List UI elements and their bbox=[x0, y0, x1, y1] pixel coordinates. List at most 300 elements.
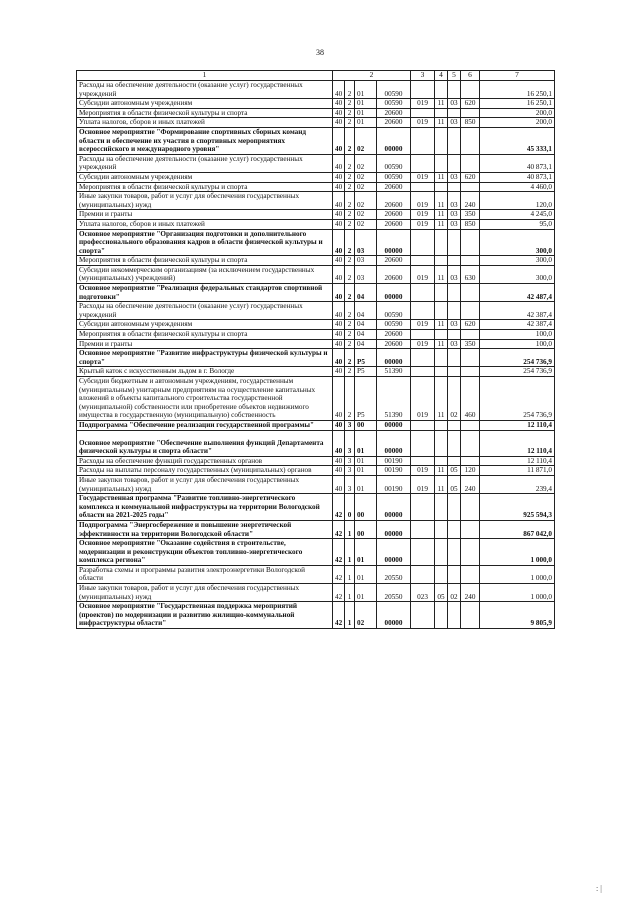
code-subsection bbox=[448, 108, 461, 118]
code-ministry: 019 bbox=[411, 339, 435, 349]
code-direction: 00000 bbox=[377, 494, 411, 521]
row-name: Подпрограмма "Энергосбережение и повышение энергетической эффективности на территории Вологодской области" bbox=[77, 520, 333, 538]
row-name: Субсидии автономным учреждениям bbox=[77, 99, 333, 109]
code-direction: 20600 bbox=[377, 192, 411, 210]
code-section bbox=[435, 539, 448, 566]
code-direction: 20600 bbox=[377, 108, 411, 118]
code-measure: 02 bbox=[355, 192, 377, 210]
code-subsection bbox=[448, 182, 461, 192]
row-amount: 16 250,1 bbox=[480, 81, 555, 99]
code-subsection bbox=[448, 127, 461, 154]
code-section: 11 bbox=[435, 377, 448, 421]
code-subsection: 05 bbox=[448, 466, 461, 476]
code-direction: 00000 bbox=[377, 349, 411, 367]
table-row bbox=[77, 565, 555, 583]
code-expense-type bbox=[461, 456, 480, 466]
code-section: 11 bbox=[435, 210, 448, 220]
code-direction: 20550 bbox=[377, 565, 411, 583]
code-program: 40 bbox=[333, 256, 345, 266]
row-amount: 200,0 bbox=[480, 118, 555, 128]
code-ministry: 019 bbox=[411, 466, 435, 476]
code-direction: 00590 bbox=[377, 172, 411, 182]
table-row bbox=[77, 539, 555, 566]
row-name: Основное мероприятие "Формирование спортивных сборных команд области и обеспечение их участия в спортивных мероприятиях всероссийского и международного уровня" bbox=[77, 127, 333, 154]
code-subprogram: 2 bbox=[345, 320, 355, 330]
code-subprogram: 1 bbox=[345, 584, 355, 602]
code-program: 40 bbox=[333, 420, 345, 430]
code-measure: 03 bbox=[355, 265, 377, 283]
code-expense-type bbox=[461, 420, 480, 430]
row-name: Расходы на выплаты персоналу государственных (муниципальных) органов bbox=[77, 466, 333, 476]
code-subsection bbox=[448, 430, 461, 456]
code-ministry bbox=[411, 127, 435, 154]
table-row bbox=[77, 320, 555, 330]
row-name: Государственная программа "Развитие топливно-энергетического комплекса и коммунальной инфраструктуры на территории Вологодской области на 2021-2025 годы" bbox=[77, 494, 333, 521]
code-measure: 00 bbox=[355, 420, 377, 430]
code-program: 42 bbox=[333, 494, 345, 521]
code-section: 05 bbox=[435, 584, 448, 602]
code-section: 11 bbox=[435, 475, 448, 493]
table-row bbox=[77, 520, 555, 538]
code-expense-type bbox=[461, 330, 480, 340]
code-subprogram: 2 bbox=[345, 182, 355, 192]
table-row bbox=[77, 118, 555, 128]
code-ministry bbox=[411, 256, 435, 266]
code-section bbox=[435, 108, 448, 118]
row-amount: 11 871,0 bbox=[480, 466, 555, 476]
code-subprogram: 2 bbox=[345, 302, 355, 320]
code-section bbox=[435, 229, 448, 256]
table-header-row bbox=[77, 71, 555, 81]
code-direction: 00590 bbox=[377, 302, 411, 320]
code-expense-type bbox=[461, 349, 480, 367]
table-row bbox=[77, 302, 555, 320]
code-subsection: 02 bbox=[448, 584, 461, 602]
row-name: Расходы на обеспечение функций государственных органов bbox=[77, 456, 333, 466]
row-amount: 300,0 bbox=[480, 229, 555, 256]
code-section: 11 bbox=[435, 219, 448, 229]
code-direction: 20600 bbox=[377, 265, 411, 283]
table-row bbox=[77, 602, 555, 629]
code-expense-type bbox=[461, 539, 480, 566]
code-measure: 01 bbox=[355, 584, 377, 602]
table-row bbox=[77, 182, 555, 192]
row-name: Премии и гранты bbox=[77, 339, 333, 349]
code-ministry: 019 bbox=[411, 172, 435, 182]
table-row bbox=[77, 475, 555, 493]
row-amount: 9 805,9 bbox=[480, 602, 555, 629]
code-subprogram: 2 bbox=[345, 229, 355, 256]
code-expense-type: 850 bbox=[461, 118, 480, 128]
code-section bbox=[435, 456, 448, 466]
code-subprogram: 2 bbox=[345, 330, 355, 340]
row-name: Иные закупки товаров, работ и услуг для обеспечения государственных (муниципальных) нужд bbox=[77, 475, 333, 493]
code-ministry: 019 bbox=[411, 475, 435, 493]
code-expense-type: 120 bbox=[461, 466, 480, 476]
row-name: Основное мероприятие "Развитие инфраструктуры физической культуры и спорта" bbox=[77, 349, 333, 367]
code-measure: 01 bbox=[355, 539, 377, 566]
row-amount: 254 736,9 bbox=[480, 349, 555, 367]
code-expense-type: 620 bbox=[461, 172, 480, 182]
row-name: Расходы на обеспечение деятельности (оказание услуг) государственных учреждений bbox=[77, 154, 333, 172]
code-direction: 00000 bbox=[377, 602, 411, 629]
header-col-4: 4 bbox=[435, 71, 448, 81]
row-amount: 867 042,0 bbox=[480, 520, 555, 538]
code-subsection bbox=[448, 302, 461, 320]
code-direction: 51390 bbox=[377, 377, 411, 421]
row-amount: 254 736,9 bbox=[480, 367, 555, 377]
code-subprogram: 2 bbox=[345, 81, 355, 99]
row-amount: 1 000,0 bbox=[480, 584, 555, 602]
code-ministry bbox=[411, 520, 435, 538]
code-measure: 01 bbox=[355, 118, 377, 128]
code-program: 40 bbox=[333, 475, 345, 493]
table-row bbox=[77, 349, 555, 367]
code-measure: 04 bbox=[355, 284, 377, 302]
code-program: 40 bbox=[333, 320, 345, 330]
code-program: 40 bbox=[333, 456, 345, 466]
table-row bbox=[77, 81, 555, 99]
code-subprogram: 2 bbox=[345, 284, 355, 302]
row-name: Субсидии некоммерческим организациям (за исключением государственных (муниципальных) учреждений) bbox=[77, 265, 333, 283]
code-direction: 00190 bbox=[377, 466, 411, 476]
code-subsection bbox=[448, 256, 461, 266]
code-subsection: 03 bbox=[448, 339, 461, 349]
code-direction: 51390 bbox=[377, 367, 411, 377]
code-expense-type bbox=[461, 430, 480, 456]
row-name: Расходы на обеспечение деятельности (оказание услуг) государственных учреждений bbox=[77, 81, 333, 99]
code-subprogram: 2 bbox=[345, 127, 355, 154]
code-ministry bbox=[411, 367, 435, 377]
code-measure: 02 bbox=[355, 127, 377, 154]
code-measure: 00 bbox=[355, 494, 377, 521]
row-amount: 300,0 bbox=[480, 256, 555, 266]
row-name: Основное мероприятие "Государственная поддержка мероприятий (проектов) по модернизации и развитию жилищно-коммунальной инфраструктуры области" bbox=[77, 602, 333, 629]
row-name: Иные закупки товаров, работ и услуг для обеспечения государственных (муниципальных) нужд bbox=[77, 584, 333, 602]
code-section bbox=[435, 367, 448, 377]
code-measure: P5 bbox=[355, 367, 377, 377]
row-name: Основное мероприятие "Реализация федеральных стандартов спортивной подготовки" bbox=[77, 284, 333, 302]
code-section bbox=[435, 81, 448, 99]
code-subsection: 03 bbox=[448, 172, 461, 182]
code-expense-type: 240 bbox=[461, 584, 480, 602]
code-subsection bbox=[448, 456, 461, 466]
table-row bbox=[77, 284, 555, 302]
table-row bbox=[77, 330, 555, 340]
code-direction: 00190 bbox=[377, 456, 411, 466]
code-direction: 20550 bbox=[377, 584, 411, 602]
code-ministry bbox=[411, 108, 435, 118]
code-direction: 00590 bbox=[377, 154, 411, 172]
code-subsection: 03 bbox=[448, 210, 461, 220]
row-name: Иные закупки товаров, работ и услуг для обеспечения государственных (муниципальных) нужд bbox=[77, 192, 333, 210]
code-direction: 20600 bbox=[377, 330, 411, 340]
code-ministry bbox=[411, 420, 435, 430]
code-ministry bbox=[411, 284, 435, 302]
row-name: Разработка схемы и программы развития электроэнергетики Вологодской области bbox=[77, 565, 333, 583]
code-section bbox=[435, 302, 448, 320]
header-col-6: 6 bbox=[461, 71, 480, 81]
code-expense-type bbox=[461, 302, 480, 320]
table-row bbox=[77, 99, 555, 109]
code-subprogram: 1 bbox=[345, 602, 355, 629]
table-row bbox=[77, 210, 555, 220]
code-measure: 04 bbox=[355, 302, 377, 320]
row-amount: 40 873,1 bbox=[480, 172, 555, 182]
row-name: Основное мероприятие "Обеспечение выполнения функций Департамента физической культуры и спорта области" bbox=[77, 430, 333, 456]
table-row bbox=[77, 420, 555, 430]
code-subsection bbox=[448, 520, 461, 538]
code-ministry: 019 bbox=[411, 192, 435, 210]
code-program: 40 bbox=[333, 172, 345, 182]
code-subsection bbox=[448, 154, 461, 172]
code-expense-type bbox=[461, 256, 480, 266]
code-subsection: 03 bbox=[448, 99, 461, 109]
code-section bbox=[435, 349, 448, 367]
code-subsection: 03 bbox=[448, 219, 461, 229]
code-program: 40 bbox=[333, 81, 345, 99]
code-ministry bbox=[411, 302, 435, 320]
code-expense-type: 850 bbox=[461, 219, 480, 229]
row-amount: 239,4 bbox=[480, 475, 555, 493]
row-name: Основное мероприятие "Оказание содействия в строительстве, модернизации и реконструкции объектов топливно-энергетического комплекса региона" bbox=[77, 539, 333, 566]
code-ministry: 019 bbox=[411, 265, 435, 283]
row-amount: 925 594,3 bbox=[480, 494, 555, 521]
code-measure: 01 bbox=[355, 565, 377, 583]
row-name: Мероприятия в области физической культуры и спорта bbox=[77, 108, 333, 118]
table-row bbox=[77, 367, 555, 377]
code-measure: 01 bbox=[355, 466, 377, 476]
code-measure: P5 bbox=[355, 377, 377, 421]
row-name: Субсидии бюджетным и автономным учреждениям, государственным (муниципальным) унитарным предприятиям на осуществление капитальных вложений в объекты капитального строительства государственной (муниципальной) собственности или приобретение объектов недвижимого имущества в государственную (муниципальную) собственность bbox=[77, 377, 333, 421]
row-name: Подпрограмма "Обеспечение реализации государственной программы" bbox=[77, 420, 333, 430]
table-row bbox=[77, 466, 555, 476]
code-program: 40 bbox=[333, 339, 345, 349]
row-amount: 100,0 bbox=[480, 339, 555, 349]
header-col-5: 5 bbox=[448, 71, 461, 81]
code-ministry: 019 bbox=[411, 210, 435, 220]
code-section bbox=[435, 330, 448, 340]
code-subprogram: 2 bbox=[345, 99, 355, 109]
code-program: 42 bbox=[333, 565, 345, 583]
code-direction: 00590 bbox=[377, 320, 411, 330]
code-program: 42 bbox=[333, 520, 345, 538]
code-subprogram: 2 bbox=[345, 154, 355, 172]
row-amount: 12 110,4 bbox=[480, 430, 555, 456]
code-ministry bbox=[411, 81, 435, 99]
row-amount: 12 110,4 bbox=[480, 420, 555, 430]
code-section: 11 bbox=[435, 339, 448, 349]
code-subsection: 03 bbox=[448, 118, 461, 128]
code-program: 40 bbox=[333, 367, 345, 377]
code-measure: 02 bbox=[355, 219, 377, 229]
code-section: 11 bbox=[435, 99, 448, 109]
code-measure: 03 bbox=[355, 229, 377, 256]
row-name: Расходы на обеспечение деятельности (оказание услуг) государственных учреждений bbox=[77, 302, 333, 320]
code-subprogram: 2 bbox=[345, 210, 355, 220]
code-direction: 00590 bbox=[377, 81, 411, 99]
code-subsection bbox=[448, 330, 461, 340]
code-expense-type: 350 bbox=[461, 339, 480, 349]
code-subprogram: 1 bbox=[345, 520, 355, 538]
code-program: 40 bbox=[333, 284, 345, 302]
code-subsection bbox=[448, 349, 461, 367]
table-row bbox=[77, 339, 555, 349]
code-subsection bbox=[448, 367, 461, 377]
code-subprogram: 2 bbox=[345, 349, 355, 367]
table-row bbox=[77, 192, 555, 210]
code-ministry: 019 bbox=[411, 219, 435, 229]
table-row bbox=[77, 377, 555, 421]
row-amount: 1 000,0 bbox=[480, 565, 555, 583]
code-expense-type bbox=[461, 494, 480, 521]
code-measure: 02 bbox=[355, 154, 377, 172]
table-row bbox=[77, 256, 555, 266]
code-measure: 02 bbox=[355, 182, 377, 192]
row-name: Премии и гранты bbox=[77, 210, 333, 220]
code-direction: 00000 bbox=[377, 520, 411, 538]
row-name: Мероприятия в области физической культуры и спорта bbox=[77, 256, 333, 266]
code-measure: 04 bbox=[355, 339, 377, 349]
code-measure: 01 bbox=[355, 456, 377, 466]
code-measure: 01 bbox=[355, 475, 377, 493]
code-program: 40 bbox=[333, 210, 345, 220]
row-amount: 16 250,1 bbox=[480, 99, 555, 109]
code-program: 42 bbox=[333, 602, 345, 629]
code-direction: 20600 bbox=[377, 118, 411, 128]
code-subsection bbox=[448, 565, 461, 583]
code-subprogram: 2 bbox=[345, 377, 355, 421]
code-ministry bbox=[411, 494, 435, 521]
code-subprogram: 3 bbox=[345, 466, 355, 476]
code-expense-type: 240 bbox=[461, 192, 480, 210]
code-subsection: 03 bbox=[448, 192, 461, 210]
code-subprogram: 3 bbox=[345, 475, 355, 493]
table-row bbox=[77, 172, 555, 182]
code-program: 40 bbox=[333, 118, 345, 128]
code-direction: 00000 bbox=[377, 127, 411, 154]
code-expense-type bbox=[461, 81, 480, 99]
code-direction: 00000 bbox=[377, 539, 411, 566]
code-direction: 00000 bbox=[377, 229, 411, 256]
page-number: 38 bbox=[316, 48, 324, 57]
code-ministry bbox=[411, 229, 435, 256]
code-direction: 00590 bbox=[377, 99, 411, 109]
budget-table bbox=[76, 70, 555, 629]
code-section: 11 bbox=[435, 320, 448, 330]
row-amount: 4 460,0 bbox=[480, 182, 555, 192]
table-row bbox=[77, 494, 555, 521]
code-ministry: 019 bbox=[411, 320, 435, 330]
row-amount: 42 387,4 bbox=[480, 320, 555, 330]
code-subsection bbox=[448, 539, 461, 566]
code-program: 40 bbox=[333, 377, 345, 421]
row-amount: 254 736,9 bbox=[480, 377, 555, 421]
code-direction: 00000 bbox=[377, 420, 411, 430]
row-amount: 42 487,4 bbox=[480, 284, 555, 302]
code-direction: 00000 bbox=[377, 284, 411, 302]
code-section bbox=[435, 284, 448, 302]
code-measure: 03 bbox=[355, 256, 377, 266]
code-subsection bbox=[448, 81, 461, 99]
table-row bbox=[77, 430, 555, 456]
code-direction: 00190 bbox=[377, 475, 411, 493]
row-name: Субсидии автономным учреждениям bbox=[77, 320, 333, 330]
code-measure: 02 bbox=[355, 602, 377, 629]
row-name: Субсидии автономным учреждениям bbox=[77, 172, 333, 182]
row-name: Уплата налогов, сборов и иных платежей bbox=[77, 118, 333, 128]
code-section: 11 bbox=[435, 118, 448, 128]
code-program: 40 bbox=[333, 192, 345, 210]
code-ministry bbox=[411, 154, 435, 172]
code-program: 40 bbox=[333, 466, 345, 476]
code-subsection bbox=[448, 420, 461, 430]
code-section: 11 bbox=[435, 265, 448, 283]
code-program: 40 bbox=[333, 229, 345, 256]
code-section bbox=[435, 520, 448, 538]
code-subprogram: 2 bbox=[345, 256, 355, 266]
row-amount: 4 245,0 bbox=[480, 210, 555, 220]
code-direction: 20600 bbox=[377, 210, 411, 220]
code-expense-type: 460 bbox=[461, 377, 480, 421]
code-subprogram: 2 bbox=[345, 118, 355, 128]
code-subprogram: 0 bbox=[345, 494, 355, 521]
table-row bbox=[77, 229, 555, 256]
header-col-7: 7 bbox=[480, 71, 555, 81]
code-expense-type: 240 bbox=[461, 475, 480, 493]
code-program: 40 bbox=[333, 330, 345, 340]
code-measure: 01 bbox=[355, 108, 377, 118]
row-amount: 45 333,1 bbox=[480, 127, 555, 154]
code-section bbox=[435, 127, 448, 154]
table-row bbox=[77, 108, 555, 118]
code-section bbox=[435, 256, 448, 266]
code-measure: 01 bbox=[355, 99, 377, 109]
code-program: 40 bbox=[333, 108, 345, 118]
code-program: 40 bbox=[333, 219, 345, 229]
code-expense-type bbox=[461, 284, 480, 302]
code-section bbox=[435, 602, 448, 629]
corner-mark: : | bbox=[596, 884, 602, 893]
code-program: 40 bbox=[333, 265, 345, 283]
row-name: Уплата налогов, сборов и иных платежей bbox=[77, 219, 333, 229]
code-measure: 02 bbox=[355, 210, 377, 220]
code-expense-type bbox=[461, 229, 480, 256]
row-amount: 12 110,4 bbox=[480, 456, 555, 466]
code-direction: 20600 bbox=[377, 256, 411, 266]
code-measure: 02 bbox=[355, 172, 377, 182]
code-direction: 20600 bbox=[377, 219, 411, 229]
code-subprogram: 1 bbox=[345, 565, 355, 583]
code-subprogram: 2 bbox=[345, 367, 355, 377]
code-subprogram: 2 bbox=[345, 108, 355, 118]
row-name: Основное мероприятие "Организация подготовки и дополнительного профессионального образования кадров в области физической культуры и спорта" bbox=[77, 229, 333, 256]
code-program: 40 bbox=[333, 182, 345, 192]
row-amount: 100,0 bbox=[480, 330, 555, 340]
code-subprogram: 3 bbox=[345, 456, 355, 466]
code-section bbox=[435, 430, 448, 456]
row-amount: 1 000,0 bbox=[480, 539, 555, 566]
code-direction: 20600 bbox=[377, 182, 411, 192]
table-row bbox=[77, 265, 555, 283]
code-section bbox=[435, 565, 448, 583]
code-ministry bbox=[411, 349, 435, 367]
code-ministry: 019 bbox=[411, 377, 435, 421]
code-subprogram: 3 bbox=[345, 420, 355, 430]
code-program: 40 bbox=[333, 127, 345, 154]
code-section: 11 bbox=[435, 172, 448, 182]
code-expense-type bbox=[461, 520, 480, 538]
